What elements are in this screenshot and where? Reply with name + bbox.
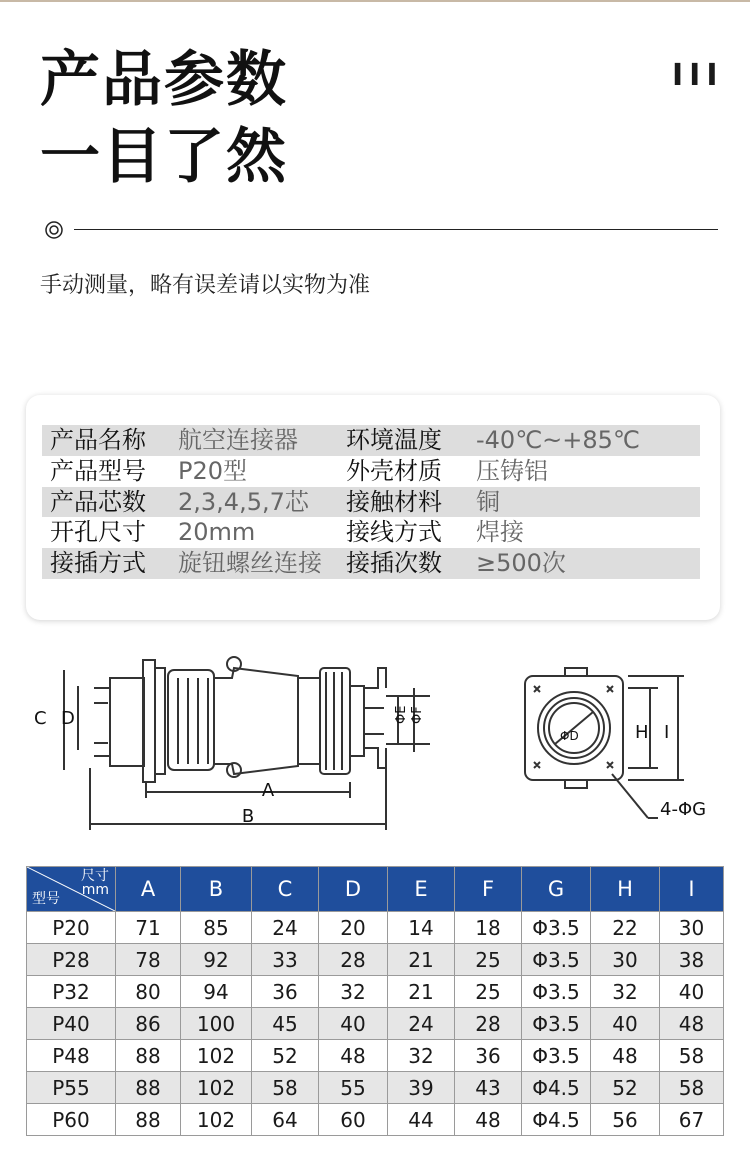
corner-label-size: 尺寸	[81, 868, 109, 884]
spec-key: 接插方式	[50, 549, 146, 578]
dimension-cell: 25	[455, 976, 522, 1008]
dimension-cell: 52	[591, 1072, 660, 1104]
dimension-cell: 58	[660, 1072, 724, 1104]
divider-line	[74, 229, 718, 230]
spec-table	[42, 425, 700, 579]
spec-row	[42, 548, 700, 579]
spec-key: 产品型号	[50, 456, 146, 485]
spec-value: 旋钮螺丝连接	[178, 549, 322, 578]
dim-label-f: ΦF	[410, 706, 425, 724]
dimension-cell: Φ4.5	[522, 1072, 591, 1104]
spec-key: 接插次数	[346, 549, 442, 578]
column-header-c: C	[252, 867, 319, 912]
table-row	[27, 1040, 724, 1072]
dimension-cell: 39	[388, 1072, 455, 1104]
model-cell: P40	[27, 1008, 116, 1040]
top-accent-line	[0, 0, 750, 2]
spec-value: 焊接	[476, 518, 524, 547]
page-title-line1: 产品参数	[40, 45, 288, 115]
dimension-cell: 30	[591, 944, 660, 976]
dimension-cell: 30	[660, 912, 724, 944]
dimension-cell: 32	[591, 976, 660, 1008]
measurement-note: 手动测量，略有误差请以实物为准	[40, 273, 371, 298]
column-header-i: I	[660, 867, 724, 912]
table-row	[27, 976, 724, 1008]
column-header-d: D	[319, 867, 388, 912]
dimension-cell: 40	[319, 1008, 388, 1040]
corner-label-unit: mm	[81, 882, 109, 898]
dimension-cell: 58	[252, 1072, 319, 1104]
dimension-cell: 48	[455, 1104, 522, 1136]
dimension-cell: 28	[455, 1008, 522, 1040]
column-header-g: G	[522, 867, 591, 912]
dimension-cell: 22	[591, 912, 660, 944]
dimension-cell: 102	[181, 1040, 252, 1072]
model-cell: P55	[27, 1072, 116, 1104]
spec-row	[42, 517, 700, 548]
dimension-cell: 45	[252, 1008, 319, 1040]
model-cell: P48	[27, 1040, 116, 1072]
dimension-cell: 67	[660, 1104, 724, 1136]
spec-value: 铜	[476, 487, 500, 516]
spec-key: 开孔尺寸	[50, 518, 146, 547]
dimension-cell: 60	[319, 1104, 388, 1136]
dimension-cell: 58	[660, 1040, 724, 1072]
spec-value: ≥500次	[476, 549, 566, 578]
dimension-cell: 33	[252, 944, 319, 976]
dimension-cell: 24	[388, 1008, 455, 1040]
column-header-h: H	[591, 867, 660, 912]
spec-key: 产品名称	[50, 426, 146, 454]
dimension-cell: 40	[591, 1008, 660, 1040]
page-title-line2: 一目了然	[40, 122, 288, 192]
table-row	[27, 944, 724, 976]
column-header-e: E	[388, 867, 455, 912]
dimension-cell: Φ4.5	[522, 1104, 591, 1136]
spec-row	[42, 487, 700, 518]
dimension-cell: 48	[660, 1008, 724, 1040]
dimension-cell: 92	[181, 944, 252, 976]
dim-label-a: A	[261, 780, 275, 801]
dimension-cell: 32	[388, 1040, 455, 1072]
dimension-cell: 102	[181, 1072, 252, 1104]
dimension-cell: 38	[660, 944, 724, 976]
spec-value: 压铸铝	[476, 456, 548, 485]
column-header-f: F	[455, 867, 522, 912]
dimension-cell: 80	[116, 976, 181, 1008]
spec-value: 20mm	[178, 518, 256, 547]
dimension-cell: 18	[455, 912, 522, 944]
dimension-cell: 88	[116, 1072, 181, 1104]
spec-card	[26, 395, 720, 620]
dimension-cell: 32	[319, 976, 388, 1008]
dimension-cell: 21	[388, 944, 455, 976]
dim-label-c: C	[34, 708, 47, 729]
dimension-table	[26, 866, 724, 1136]
spec-value: -40℃~+85℃	[476, 426, 640, 454]
spec-key: 接触材料	[346, 487, 442, 516]
dimension-cell: 52	[252, 1040, 319, 1072]
dim-label-b: B	[241, 806, 255, 827]
section-number: III	[672, 58, 724, 93]
spec-value: P20型	[178, 456, 248, 485]
table-row	[27, 1008, 724, 1040]
table-row	[27, 1072, 724, 1104]
dim-label-d: D	[61, 708, 75, 729]
dim-label-g: 4-ΦG	[660, 799, 707, 820]
model-cell: P32	[27, 976, 116, 1008]
dimension-cell: 43	[455, 1072, 522, 1104]
dimension-cell: 71	[116, 912, 181, 944]
target-icon	[44, 220, 64, 240]
spec-value: 2,3,4,5,7芯	[178, 487, 309, 516]
spec-key: 产品芯数	[50, 487, 146, 516]
dimension-cell: Φ3.5	[522, 912, 591, 944]
dimension-cell: 14	[388, 912, 455, 944]
spec-key: 外壳材质	[346, 456, 442, 485]
section-divider	[40, 218, 718, 242]
dimension-cell: 55	[319, 1072, 388, 1104]
dim-label-e: ΦE	[394, 705, 409, 724]
dimension-cell: 20	[319, 912, 388, 944]
dimension-cell: 88	[116, 1040, 181, 1072]
spec-key: 环境温度	[346, 426, 442, 454]
dimension-cell: 78	[116, 944, 181, 976]
dimension-cell: 88	[116, 1104, 181, 1136]
dim-label-i: I	[664, 722, 670, 743]
dimension-cell: 36	[455, 1040, 522, 1072]
dimension-cell: 44	[388, 1104, 455, 1136]
dimension-cell: 86	[116, 1008, 181, 1040]
dimension-cell: 36	[252, 976, 319, 1008]
dimension-cell: Φ3.5	[522, 976, 591, 1008]
dimension-cell: 64	[252, 1104, 319, 1136]
column-header-a: A	[116, 867, 181, 912]
dimension-cell: Φ3.5	[522, 1040, 591, 1072]
dimension-cell: 85	[181, 912, 252, 944]
spec-key: 接线方式	[346, 518, 442, 547]
front-view-drawing	[525, 668, 684, 818]
dim-label-phid: ΦD	[560, 729, 579, 743]
dimension-cell: Φ3.5	[522, 944, 591, 976]
dimension-cell: 48	[591, 1040, 660, 1072]
dimension-cell: Φ3.5	[522, 1008, 591, 1040]
spec-row	[42, 425, 700, 456]
corner-label-model: 型号	[32, 891, 60, 907]
table-row	[27, 912, 724, 944]
corner-header	[27, 867, 116, 912]
model-cell: P28	[27, 944, 116, 976]
side-view-drawing	[64, 657, 430, 830]
dimension-cell: 28	[319, 944, 388, 976]
model-cell: P60	[27, 1104, 116, 1136]
model-cell: P20	[27, 912, 116, 944]
dimension-cell: 24	[252, 912, 319, 944]
dimension-table-header	[27, 867, 724, 912]
connector-diagram	[28, 648, 728, 843]
dim-label-h: H	[635, 722, 649, 743]
dimension-cell: 21	[388, 976, 455, 1008]
spec-row	[42, 456, 700, 487]
dimension-cell: 94	[181, 976, 252, 1008]
spec-value: 航空连接器	[178, 426, 298, 454]
dimension-cell: 100	[181, 1008, 252, 1040]
dimension-cell: 102	[181, 1104, 252, 1136]
dimension-cell: 40	[660, 976, 724, 1008]
dimension-cell: 25	[455, 944, 522, 976]
dimension-cell: 48	[319, 1040, 388, 1072]
dimension-cell: 56	[591, 1104, 660, 1136]
table-row	[27, 1104, 724, 1136]
column-header-b: B	[181, 867, 252, 912]
